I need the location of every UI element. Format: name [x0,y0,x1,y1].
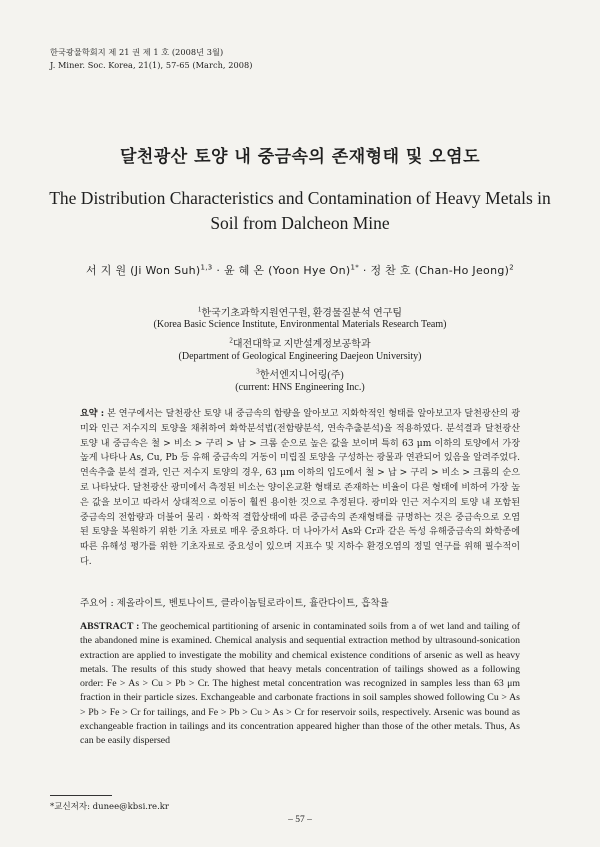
affiliation-3-korean: $^3$한서엔지니어링(주) [256,367,344,381]
journal-header-english: J. Miner. Soc. Korea, 21(1), 57-65 (March, 2008) [50,60,253,70]
author-3: 정 찬 호 (Chan-Ho Jeong)$^2$ [370,263,514,277]
affiliation-1-korean: $^1$한국기초과학지원연구원, 환경물질분석 연구팀 [197,305,403,319]
abstract-korean [80,407,520,570]
author-list [0,262,600,278]
affiliation-1-english: (Korea Basic Science Institute, Environmental Materials Research Team) [153,319,447,330]
keywords-label: 주요어 : [80,598,114,609]
author-1: 서 지 원 (Ji Won Suh)$^{1,3}$ · [86,263,224,277]
keywords [80,595,520,609]
abstract-english-label: ABSTRACT : [80,621,140,632]
author-2: 윤 혜 온 (Yoon Hye On)$^{1*}$ · [223,263,371,277]
abstract-english [80,620,520,749]
affiliation-2-korean: $^2$대전대학교 지반설계정보공학과 [229,336,371,350]
abstract-korean-text: 본 연구에서는 달천광산 토양 내 중금속의 함량을 알아보고 지화학적인 형태를 알아보고자 달천광산의 광미와 인근 저수지의 토양을 채취하여 화학분석법(전함량분석, 연속추출분석)을 적용하였다. 분석결과 달천광산 토양 내 중금속은 철 > 비소 > 구리 > 납 > 크롬 순으로 높은 값을 보이며 특히 63 μm 이하의 토양에서 가장 높게 나타나 As, Cu, Pb 등 유해 중금속의 거동이 미립질 토양을 구성하는 광물과 연관되어 있음을 알려주었다. 연속추출 분석 결과, 인근 저수지 토양의 경우, 63 μm 이하의 입도에서 철 > 납 > 구리 > 비소 > 크롬의 순으로 나타났다. 달천광산 광미에서 측정된 비소는 양이온교환 형태로 존재하는 비율이 다른 형태에 비하여 가장 높은 값을 보이고 따라서 상대적으로 이동이 훨씬 용이한 것으로 추정된다. 광미와 인근 저수지의 토양 내 포함된 중금속의 전함량과 더불어 물리 · 화학적 결합상태에 따른 중금속의 존재형태를 규명하는 것은 중금속으로 오염된 토양을 복원하기 위한 기초 자료로 매우 중요하다. 더 나아가서 As와 Cr과 같은 독성 유해중금속의 화학종에 따른 유해성 평가를 위한 기초자료로 중요성이 있으며 지표수 및 지하수 환경오염의 정밀 연구를 위해 필수적이다. [80,409,520,567]
corresponding-author-footnote: *교신저자: dunee@kbsi.re.kr [50,802,169,812]
paper-title-english: The Distribution Characteristics and Contamination of Heavy Metals in Soil from Dalcheon Mine [49,188,551,233]
paper-title-korean: 달천광산 토양 내 중금속의 존재형태 및 오염도 [119,147,481,167]
abstract-korean-label: 요약 : [80,408,105,419]
page-number: – 57 – [288,815,312,825]
journal-header-korean: 한국광물학회지 제 21 권 제 1 호 (2008년 3월) [50,47,224,57]
abstract-english-text: The geochemical partitioning of arsenic in contaminated soils from a of wet land and tailing of the abandoned mine is examined. Chemical analysis and sequential extraction method by ultrasound-sonication extraction are applied to investigate the mobility and chemical existence conditions of arsenic as well as heavy metals. The results of this study showed that heavy metals concentration of tailings showed as a following order: Fe > As > Cu > Pb > Cr. The highest metal concentration was recognized in samples less than 63 μm fraction in their particle sizes. Exchangeable and carbonate fractions in soil samples showed following Cu > As > Pb > Fe > Cr for tailings, and Fe > Pb > Cu > As > Cr for reservoir soils, respectively. Arsenic was bound as exchangeable fraction in tailings and its concentration appeared higher than those of the other metals. Thus, As can be easily dispersed [80,621,520,747]
keywords-text: 제올라이트, 벤토나이트, 클라이놉틸로라이트, 휼란다이트, 흡착율 [116,598,389,609]
footnote-divider [50,795,112,796]
affiliation-2-english: (Department of Geological Engineering Daejeon University) [178,351,422,362]
affiliation-3-english: (current: HNS Engineering Inc.) [235,382,365,393]
